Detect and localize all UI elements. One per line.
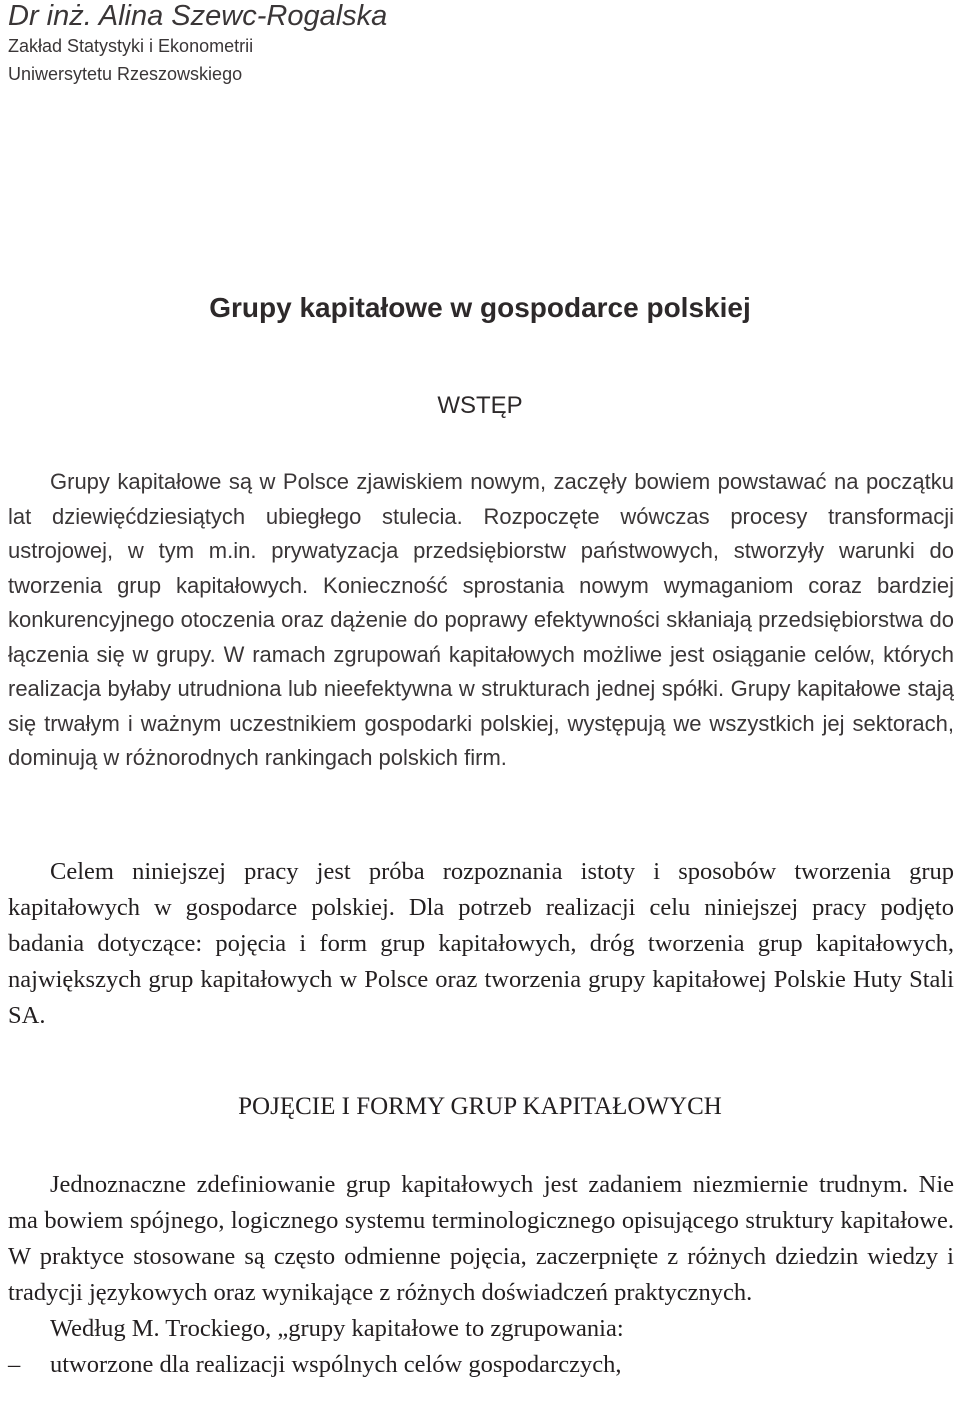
section2-paragraph-1: Jednoznaczne zdefiniowanie grup kapitałowych jest zadaniem niezmiernie trudnym. Nie ma bowiem spójnego, logicznego systemu terminologicznego opisującego struktury kapitałowe. W praktyce stosowane są często odmienne pojęcia, zaczerpnięte z różnych dziedzin wiedzy i tradycji językowych oraz wynikające z różnych doświadczeń praktycznych.	[8, 1171, 954, 1306]
section2-text	[8, 1167, 954, 1383]
bullet-dash: –	[8, 1351, 21, 1378]
bullet-item	[8, 1347, 954, 1383]
author-block	[8, 0, 387, 88]
intro-paragraph-1: Grupy kapitałowe są w Polsce zjawiskiem nowym, zaczęły bowiem powstawać na początku lat dziewięćdziesiątych ubiegłego stulecia. Rozpoczęte wówczas procesy transformacji ustrojowej, w tym m.in. prywatyzacja przedsiębiorstw państwowych, stworzyły warunki do tworzenia grup kapitałowych. Konieczność sprostania nowym wymaganiom coraz bardziej konkurencyjnego otoczenia oraz dążenie do poprawy efektywności skłaniają przedsiębiorstwa do łączenia się w grupy. W ramach zgrupowań kapitałowych możliwe jest osiąganie celów, których realizacja byłaby utrudniona lub nieefektywna w strukturach jednej spółki. Grupy kapitałowe stają się trwałym i ważnym uczestnikiem gospodarki polskiej, występują we wszystkich jej sektorach, dominują w różnorodnych rankingach polskich firm.	[8, 469, 954, 770]
intro-text	[8, 465, 954, 776]
paper-title: Grupy kapitałowe w gospodarce polskiej	[209, 292, 751, 323]
bullet-item-text: utworzone dla realizacji wspólnych celów gospodarczych,	[50, 1351, 622, 1378]
intro-paragraph-2: Celem niniejszej pracy jest próba rozpoznania istoty i sposobów tworzenia grup kapitałowych w gospodarce polskiej. Dla potrzeb realizacji celu niniejszej pracy podjęto badania dotyczące: pojęcia i form grup kapitałowych, dróg tworzenia grup kapitałowych, największych grup kapitałowych w Polsce oraz tworzenia grupy kapitałowej Polskie Huty Stali SA.	[8, 858, 954, 1029]
aim-text	[8, 854, 954, 1034]
affiliation-university: Uniwersytetu Rzeszowskiego	[8, 64, 243, 84]
affiliation-department: Zakład Statystyki i Ekonometrii	[8, 36, 254, 56]
section2-heading: POJĘCIE I FORMY GRUP KAPITAŁOWYCH	[238, 1093, 722, 1120]
intro-heading: WSTĘP	[437, 392, 523, 419]
section2-paragraph-2: Według M. Trockiego, „grupy kapitałowe to zgrupowania:	[50, 1315, 624, 1342]
author-name: Dr inż. Alina Szewc-Rogalska	[8, 0, 388, 32]
